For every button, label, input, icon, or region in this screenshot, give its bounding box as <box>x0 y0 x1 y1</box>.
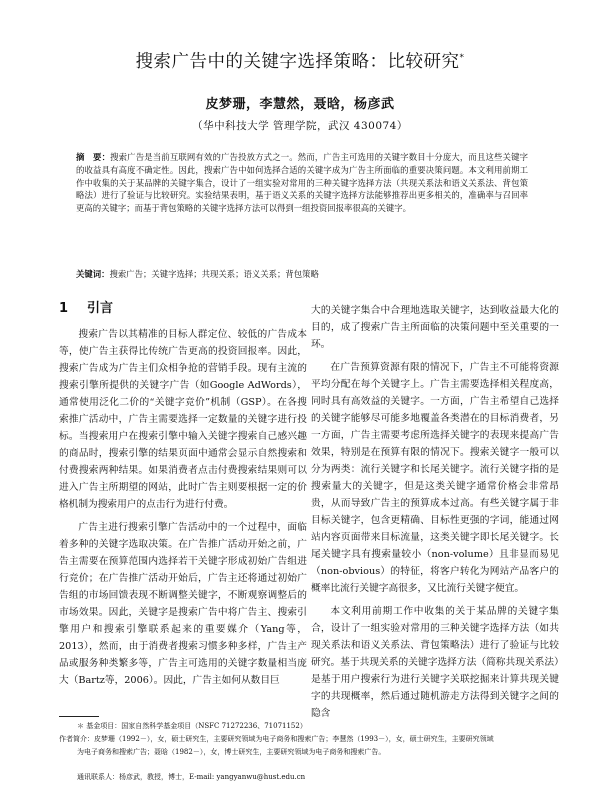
abstract <box>76 151 528 215</box>
body-column-right <box>311 302 559 722</box>
body-paragraph: 搜索广告以其精准的目标人群定位、较低的广告成本等，使广告主获得比传统广告更高的投资回报率。因此，搜索广告成为广告主们众相争抢的营销手段。现有主流的搜索引擎所提供的关键字广告（如Google AdWords），通常使用泛化二价的“关键字竞价”机制（GSP）。在各搜索推广活动中，广告主需要选择一定数量的关键字进行投标。当搜索用户在搜索引擎中输入关键字搜索自己感兴趣的商品时，搜索引擎的结果页面中通常会显示自然搜索和付费搜索两种结果。如果消费者点击付费搜索结果则可以进入广告主所期望的网站，此时广告主则要根据一定的价格机制为搜索用户的点击行为进行付费。 <box>59 329 307 510</box>
body-column-left <box>59 300 307 689</box>
abstract-label: 摘 要： <box>76 152 111 162</box>
abstract-text: 搜索广告是当前互联网有效的广告投放方式之一。然而，广告主可选用的关键字数目十分庞大，而且这些关键字的收益具有高度不确定性。因此，搜索广告中如何选择合适的关键字成为广告主所面临的重要决策问题。本文利用前期工作中收集的关于某品牌的关键字集合，设计了一组实验对常用的三种关键字选择方法（共现关系法和语义关系法、背包策略法）进行了验证与比较研究。实验结果表明，基于语义关系的关键字选择方法能够推荐出更多相关的，准确率与召回率更高的关键字；而基于背包策略的关键字选择方法可以得到一组投资回报率很高的关键字。 <box>76 152 528 214</box>
section-title: 引言 <box>87 301 114 316</box>
footnote-corresponding-author: 通讯联系人：杨彦武，教授，博士，E-mail: yangyanwu@hust.edu.cn <box>77 773 306 781</box>
section-number: 1 <box>59 301 69 316</box>
body-paragraph: 广告主进行搜索引擎广告活动中的一个过程中，面临着多种的关键字选取决策。在广告推广活动开始之前，广告主需要在预算范围内选择若干关键字形成初始广告组进行竞价；在广告推广活动开始后，广告主还将通过初始广告组的市场回馈表现不断调整关键字，不断观察调整后的市场效果。因此，关键字是搜索广告中将广告主、搜索引擎用户和搜索引擎联系起来的重要媒介（Yang等，2013），然而，由于消费者搜索习惯多种多样，广告主产品或服务种类繁多等，广告主可选用的关键字数量相当庞大（Bartz等，2006）。因此，广告主如何从数目巨 <box>59 522 307 686</box>
author-list: 皮梦珊，李慧然，聂晗，杨彦武 <box>205 97 395 112</box>
body-paragraph: 在广告预算资源有限的情况下，广告主不可能将资源平均分配在每个关键字上。广告主需要选择相关程度高，同时具有高效益的关键字。一方面，广告主希望自己选择的关键字能够尽可能多地覆盖各类潜在的目标消费者，另一方面，广告主需要考虑所选择关键字的表现来提高广告效果，特别是在预算有限的情况下。搜索关键字一般可以分为两类：流行关键字和长尾关键字。流行关键字指的是搜索量大的关键字，但是这类关键字通常价格会非常昂贵，从而导致广告主的预算成本过高。有些关键字属于非目标关键字，包含更精确、目标性更强的字词，能通过网站内容页面带来目标流量，这类关键字即长尾关键字。长尾关键字具有搜索量较小（non-volume）且非显而易见（non-obvious）的特征，将客户转化为网站产品客户的概率比流行关键字高很多，又比流行关键字便宜。 <box>311 362 559 594</box>
paper-title-text: 搜索广告中的关键字选择策略：比较研究 <box>135 52 460 72</box>
footnote-author-bio: 作者简介：皮梦珊（1992－），女，硕士研究生，主要研究领域为电子商务和搜索广告；李慧然（1993－），女，硕士研究生，主要研究领域 <box>59 735 494 743</box>
keywords-label: 关键词： <box>76 269 110 279</box>
footnote-funding: ＊ 基金项目：国家自然科学基金项目（NSFC 71272236、71071152） <box>77 722 307 730</box>
footnote-divider <box>59 716 99 717</box>
keywords <box>76 268 528 281</box>
body-paragraph: 本文利用前期工作中收集的关于某品牌的关键字集合，设计了一组实验对常用的三种关键字选择方法（如共现关系法和语义关系法、背包策略法）进行了验证与比较研究。基于共现关系的关键字选择方法（简称共现关系法）是基于用户搜索行为进行关键字关联挖掘来计算共现关键字的共现概率，然后通过随机游走方法得到关键字之间的隐含 <box>311 606 559 719</box>
paper-title <box>0 48 600 73</box>
section-heading-intro <box>59 300 307 318</box>
body-paragraph: 大的关键字集合中合理地选取关键字，达到收益最大化的目的，成了搜索广告主所面临的决策问题中至关重要的一环。 <box>311 305 559 350</box>
keywords-text: 搜索广告；关键字选择；共现关系；语义关系；背包策略 <box>109 269 319 279</box>
title-footnote-mark: * <box>459 53 465 64</box>
author-affiliation: （华中科技大学 管理学院，武汉 430074） <box>192 120 408 132</box>
footnote-author-bio-cont: 为电子商务和搜索广告；聂晗（1982－），女，博士研究生，主要研究领域为电子商务和搜索广告。 <box>77 748 386 756</box>
